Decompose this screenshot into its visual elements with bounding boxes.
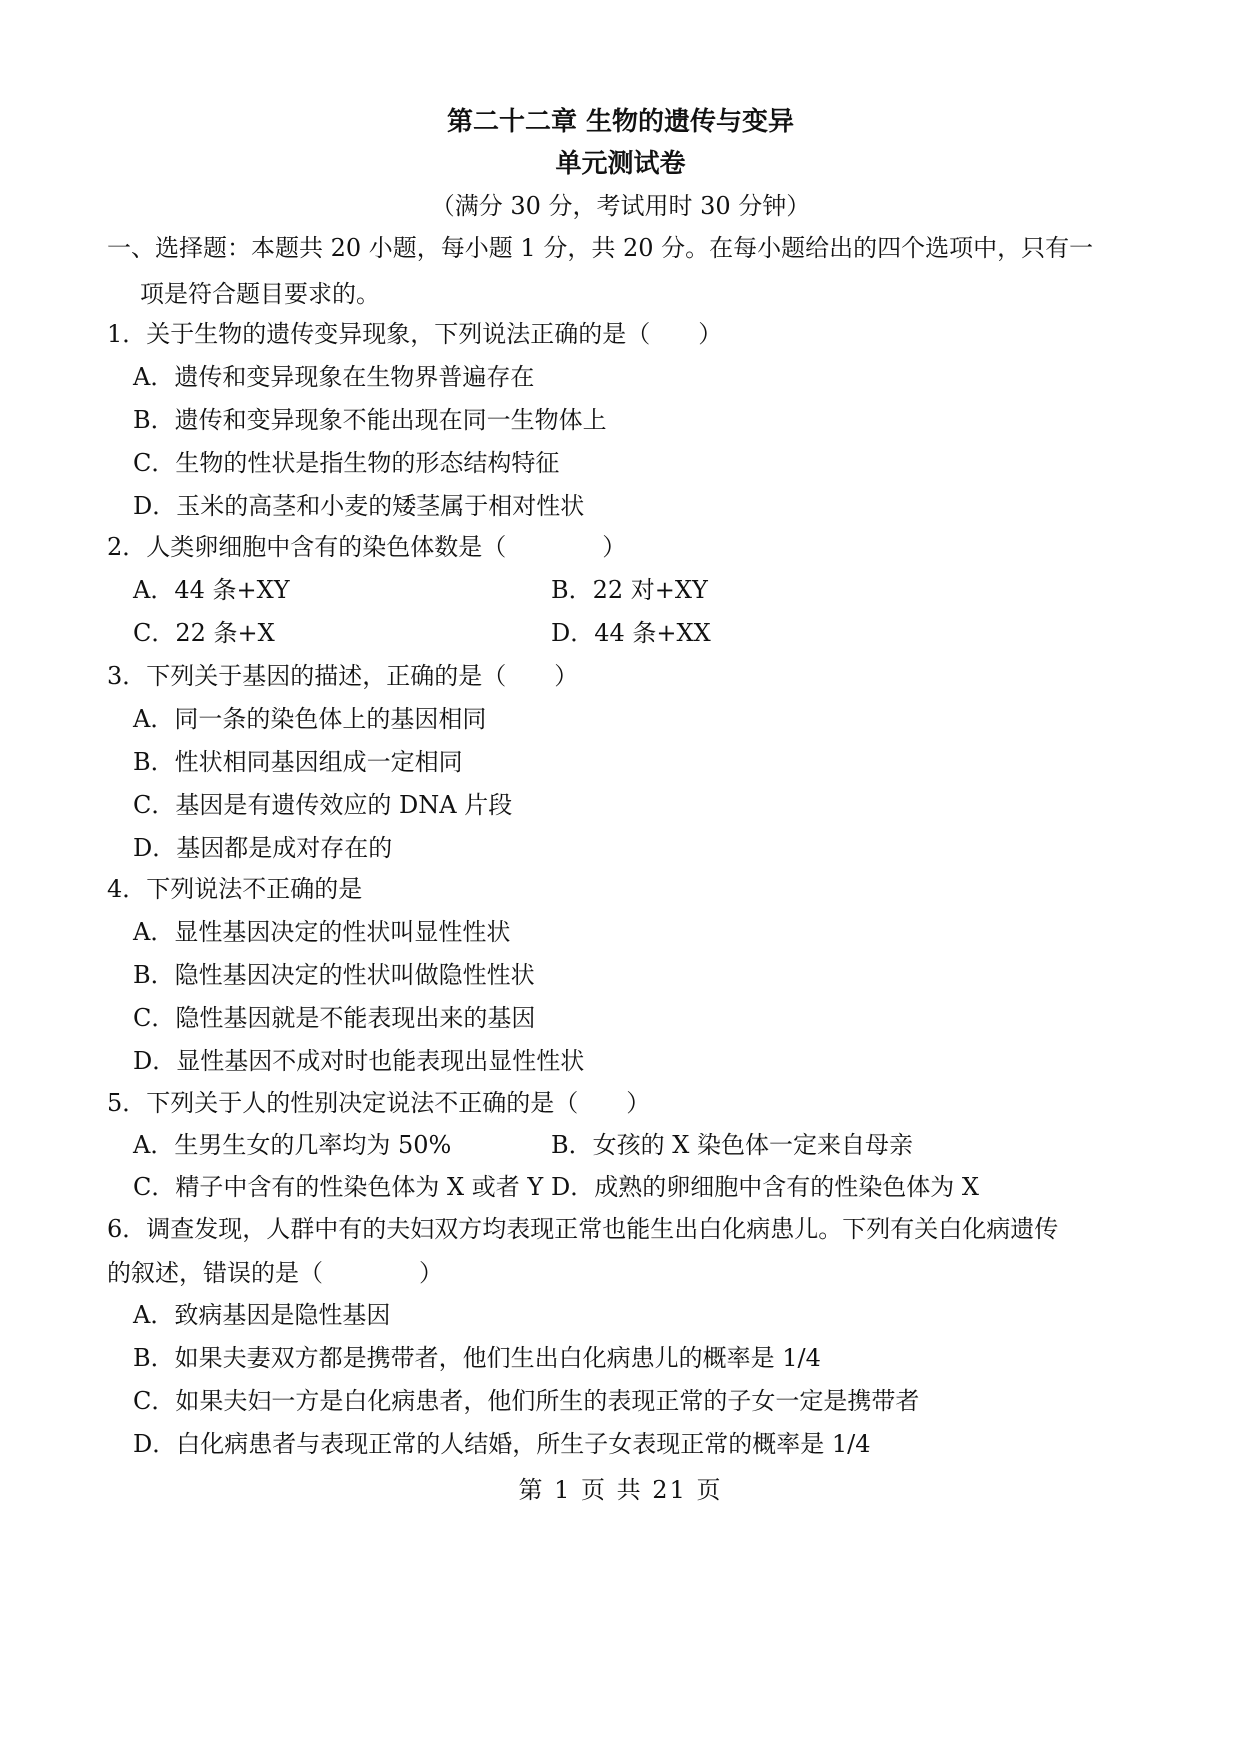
- question-3-option-d: D．基因都是成对存在的: [133, 834, 393, 862]
- page-footer: 第 1 页 共 21 页: [518, 1476, 723, 1504]
- question-6-option-c: C．如果夫妇一方是白化病患者，他们所生的表现正常的子女一定是携带者: [133, 1387, 920, 1415]
- document-subtitle: 单元测试卷: [555, 149, 686, 179]
- question-6-option-a: A．致病基因是隐性基因: [133, 1301, 391, 1329]
- question-6-option-d: D．白化病患者与表现正常的人结婚，所生子女表现正常的概率是 1/4: [133, 1430, 871, 1458]
- question-1-stem: 1．关于生物的遗传变异现象，下列说法正确的是（ ）: [107, 320, 723, 348]
- score-info: （满分 30 分，考试用时 30 分钟）: [430, 192, 811, 220]
- question-4-option-d: D．显性基因不成对时也能表现出显性性状: [133, 1047, 585, 1075]
- question-2-option-b: B．22 对+XY: [551, 576, 708, 604]
- question-2-option-d: D．44 条+XX: [551, 619, 711, 647]
- question-3-option-c: C．基因是有遗传效应的 DNA 片段: [133, 791, 513, 819]
- question-4-option-b: B．隐性基因决定的性状叫做隐性性状: [133, 961, 535, 989]
- document-title: 第二十二章 生物的遗传与变异: [446, 107, 795, 137]
- section-heading-line2: 项是符合题目要求的。: [140, 280, 380, 308]
- question-5-stem: 5．下列关于人的性别决定说法不正确的是（ ）: [107, 1089, 651, 1117]
- question-1-option-d: D．玉米的高茎和小麦的矮茎属于相对性状: [133, 492, 585, 520]
- question-4-stem: 4．下列说法不正确的是: [107, 875, 363, 903]
- question-1-option-c: C．生物的性状是指生物的形态结构特征: [133, 449, 560, 477]
- question-5-option-b: B．女孩的 X 染色体一定来自母亲: [551, 1131, 913, 1159]
- question-2-option-c: C．22 条+X: [133, 619, 275, 647]
- question-6-stem-line1: 6．调查发现，人群中有的夫妇双方均表现正常也能生出白化病患儿。下列有关白化病遗传: [107, 1215, 1059, 1243]
- question-1-option-b: B．遗传和变异现象不能出现在同一生物体上: [133, 406, 607, 434]
- section-heading-line1: 一、选择题：本题共 20 小题，每小题 1 分，共 20 分。在每小题给出的四个选项中，只有一: [107, 234, 1094, 262]
- question-3-option-b: B．性状相同基因组成一定相同: [133, 748, 463, 776]
- question-5-option-d: D．成熟的卵细胞中含有的性染色体为 X: [551, 1173, 979, 1201]
- question-6-option-b: B．如果夫妻双方都是携带者，他们生出白化病患儿的概率是 1/4: [133, 1344, 821, 1372]
- question-5-option-a: A．生男生女的几率均为 50%: [133, 1131, 452, 1159]
- question-4-option-c: C．隐性基因就是不能表现出来的基因: [133, 1004, 536, 1032]
- question-2-stem: 2．人类卵细胞中含有的染色体数是（ ）: [107, 533, 627, 561]
- question-1-option-a: A．遗传和变异现象在生物界普遍存在: [133, 363, 535, 391]
- question-6-stem-line2: 的叙述，错误的是（ ）: [107, 1259, 443, 1287]
- question-4-option-a: A．显性基因决定的性状叫显性性状: [133, 918, 511, 946]
- question-5-option-c: C．精子中含有的性染色体为 X 或者 Y: [133, 1173, 544, 1201]
- question-3-option-a: A．同一条的染色体上的基因相同: [133, 705, 487, 733]
- question-2-option-a: A．44 条+XY: [133, 576, 290, 604]
- question-3-stem: 3．下列关于基因的描述，正确的是（ ）: [107, 662, 579, 690]
